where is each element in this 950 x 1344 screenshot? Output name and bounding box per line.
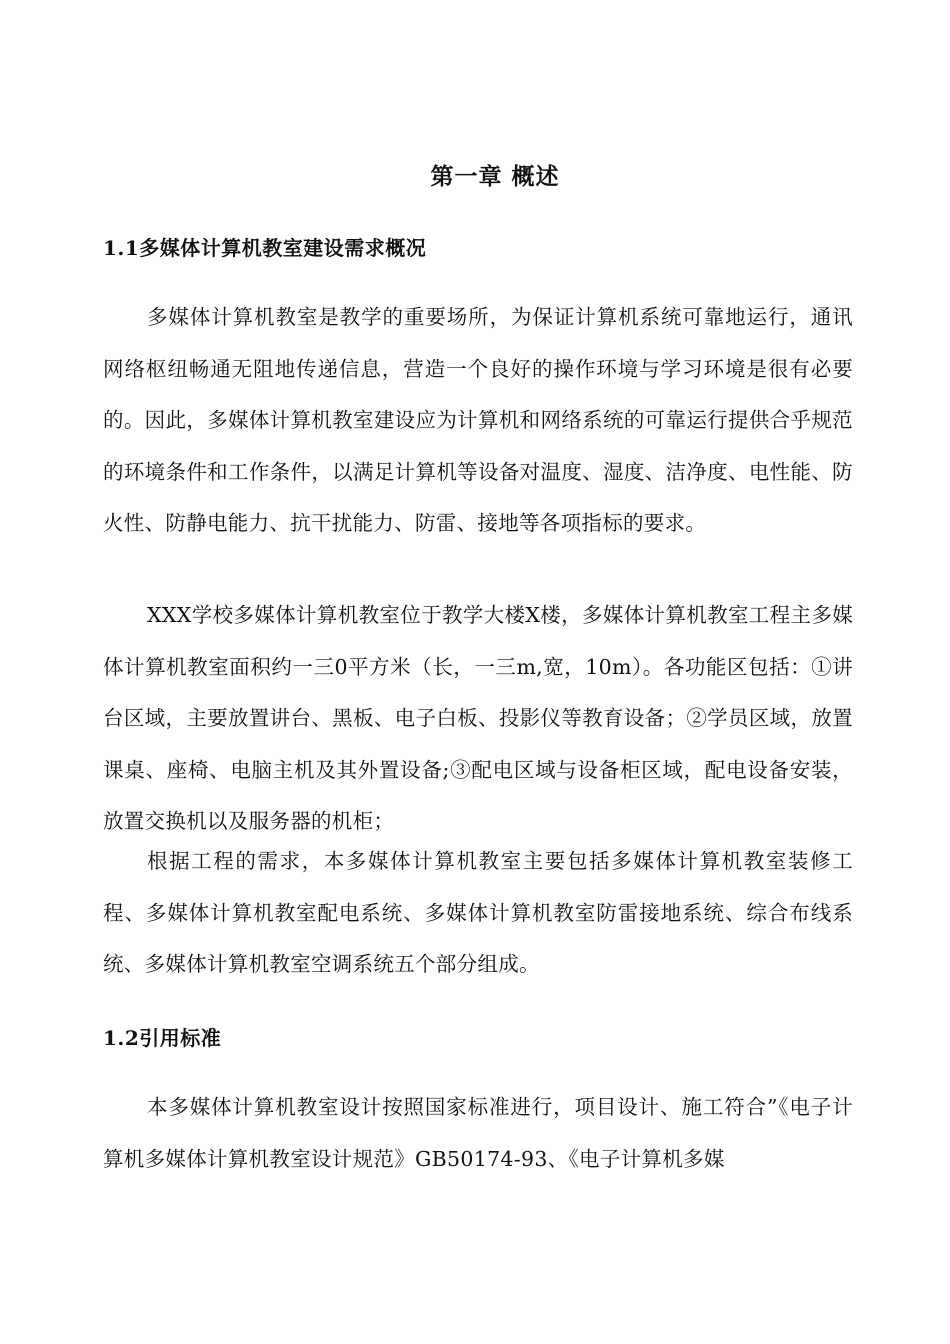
section-heading-1-2: 1.2引用标准 bbox=[103, 1026, 222, 1050]
paragraph-project-scope: 根据工程的需求，本多媒体计算机教室主要包括多媒体计算机教室装修工程、多媒体计算机教室配电系统、多媒体计算机教室防雷接地系统、综合布线系统、多媒体计算机教室空调系统五个部分组成。 bbox=[103, 849, 853, 977]
paragraph-requirements-overview: 多媒体计算机教室是教学的重要场所，为保证计算机系统可靠地运行，通讯网络枢纽畅通无阻地传递信息，营造一个良好的操作环境与学习环境是很有必要的。因此，多媒体计算机教室建设应为计算机和网络系统的可靠运行提供合乎规范的环境条件和工作条件，以满足计算机等设备对温度、湿度、洁净度、电性能、防火性、防静电能力、抗干扰能力、防雷、接地等各项指标的要求。 bbox=[103, 305, 853, 536]
chapter-title: 第一章 概述 bbox=[430, 163, 560, 190]
paragraph-classroom-layout: XXX学校多媒体计算机教室位于教学大楼X楼，多媒体计算机教室工程主多媒体计算机教室面积约一三0平方米（长，一三m,宽，10m）。各功能区包括：①讲台区域，主要放置讲台、黑板、电子白板、投影仪等教育设备；②学员区域，放置课桌、座椅、电脑主机及其外置设备;③配电区域与设备柜区域，配电设备安装，放置交换机以及服务器的机柜； bbox=[103, 603, 853, 834]
paragraph-referenced-standards: 本多媒体计算机教室设计按照国家标准进行，项目设计、施工符合”《电子计算机多媒体计算机教室设计规范》GB50174-93、《电子计算机多媒 bbox=[103, 1095, 853, 1171]
section-heading-1-1: 1.1多媒体计算机教室建设需求概况 bbox=[103, 236, 427, 260]
